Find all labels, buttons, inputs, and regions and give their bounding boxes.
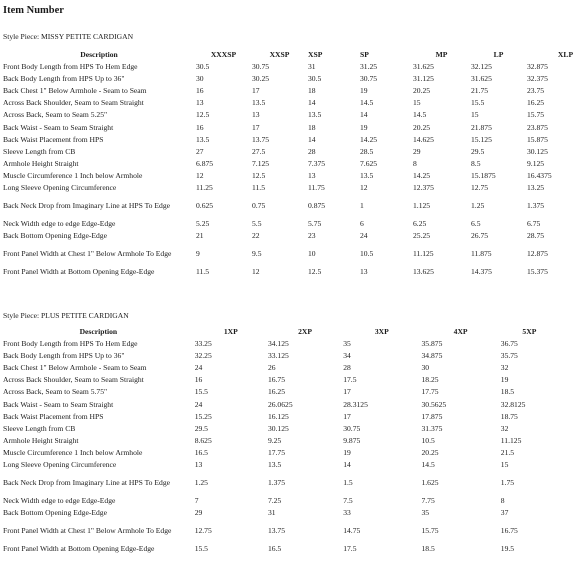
measurement-value: 9.125 [527,158,545,168]
measurement-value: 18.5 [421,544,435,554]
measurement-description: Neck Width edge to edge Edge-Edge [3,496,116,506]
measurement-value: 34 [343,351,351,361]
column-header-size: XXXSP [210,50,237,60]
measurement-value: 12.875 [527,249,548,259]
measurement-value: 1.375 [267,478,286,488]
column-header-size: 5XP [522,327,537,337]
measurement-value: 12 [360,183,368,192]
measurement-description: Back Bottom Opening Edge-Edge [3,231,107,241]
measurement-value: 19 [343,447,351,457]
measurement-value: 12.5 [252,170,266,180]
table-row [2,182,580,194]
measurement-value: 14.25 [413,170,431,180]
measurement-value: 17 [252,86,260,96]
style-piece-plus: Style Piece: PLUS PETITE CARDIGAN [3,311,129,320]
measurement-value: 13.5 [252,98,266,108]
measurement-value: 16 [196,122,204,132]
measurement-value: 14.625 [413,134,434,144]
measurement-value: 14.5 [360,98,374,108]
page-title: Item Number [3,5,64,16]
measurement-value: 35 [421,508,430,518]
measurement-value: 15.1875 [471,170,496,180]
measurement-value: 20.25 [413,86,431,96]
measurement-value: 1 [360,201,364,211]
measurement-value: 12.75 [194,526,212,536]
measurement-description: Across Back Shoulder, Seam to Seam Straight [3,98,144,108]
measurement-value: 27.5 [252,146,266,156]
column-header-description: Description [80,50,118,60]
measurement-value: 35.875 [421,339,443,349]
measurement-value: 35 [343,339,351,349]
measurement-value: 16.75 [267,375,286,385]
measurement-description: Back Bottom Opening Edge-Edge [3,508,107,518]
measurement-value: 27 [196,146,204,156]
measurement-value: 15 [500,460,509,469]
table-row [2,218,580,230]
table-row [2,495,558,507]
measurement-description: Armhole Height Straight [3,435,79,445]
table-row [2,242,580,266]
measurement-value: 6.875 [196,158,214,168]
measurement-value: 9 [196,249,200,259]
measurement-value: 32.8125 [500,399,526,409]
measurement-value: 19 [500,375,509,385]
measurement-value: 17.75 [267,447,286,457]
measurement-value: 6.75 [527,219,541,229]
measurement-value: 33.25 [194,339,212,349]
measurement-description: Front Body Length from HPS To Hem Edge [3,62,138,72]
measurement-value: 17 [252,122,260,132]
measurement-value: 14.375 [471,267,492,277]
measurement-value: 17.875 [421,411,443,421]
measurement-value: 17.75 [421,387,439,397]
measurement-value: 7.125 [252,158,270,168]
measurement-value: 26 [267,363,276,373]
header-row [2,49,580,61]
measurement-value: 7.75 [421,496,435,506]
measurement-value: 16.5 [194,447,208,457]
measurement-value: 13.625 [413,267,434,277]
measurement-value: 0.625 [196,201,214,211]
table-row [2,350,558,362]
measurement-value: 12.375 [413,183,434,192]
measurement-value: 5.25 [196,219,210,229]
measurement-value: 21 [196,231,204,241]
measurement-value: 11.125 [500,435,522,445]
measurement-value: 18 [308,122,316,132]
table-row [2,374,558,386]
measurement-value: 9.25 [267,435,282,445]
measurement-value: 20.25 [421,447,439,457]
measurement-value: 13 [360,267,368,277]
measurement-value: 18.25 [421,375,439,385]
measurement-value: 15 [471,110,479,120]
measurement-value: 21.5 [500,447,515,457]
measurement-description: Neck Width edge to edge Edge-Edge [3,219,116,229]
measurement-description: Back Chest 1" Below Armhole - Seam to Seam [3,363,147,373]
measurement-value: 14 [360,110,368,120]
measurement-description: Back Waist Placement from HPS [3,134,104,144]
measurement-value: 6.5 [471,219,481,229]
measurement-value: 14 [308,134,316,144]
measurement-value: 25.25 [413,231,431,241]
measurement-value: 7 [194,496,199,506]
table-row [2,386,558,398]
table-row [2,471,558,495]
table-row [2,423,558,435]
measurement-value: 18.75 [500,411,518,421]
measurement-value: 1.5 [343,478,353,488]
measurement-description: Across Back Shoulder, Seam to Seam Straight [3,375,144,385]
measurement-value: 26.0625 [267,399,293,409]
measurement-value: 16.125 [267,411,289,421]
measurement-value: 30.5625 [421,399,447,409]
table-row [2,61,580,73]
measurement-value: 9.5 [252,249,262,259]
measurement-value: 30.25 [252,74,270,84]
measurement-value: 15.5 [194,544,208,554]
measurement-value: 33 [343,508,351,518]
measurement-value: 16 [196,86,204,96]
measurement-value: 15.5 [471,98,485,108]
measurement-value: 18.5 [500,387,515,397]
measurement-value: 15.25 [194,411,212,421]
measurement-value: 18 [308,86,316,96]
measurement-value: 31.125 [413,74,434,84]
table-row [2,73,580,85]
measurement-value: 1.75 [500,478,515,488]
table-row [2,170,580,182]
measurement-value: 31.25 [360,62,378,72]
measurement-value: 30.125 [527,146,548,156]
measurement-value: 30.75 [252,62,270,72]
measurement-value: 6.25 [413,219,427,229]
measurement-value: 5.75 [308,219,322,229]
measurement-description: Front Body Length from HPS To Hem Edge [3,339,138,349]
measurement-value: 5.5 [252,219,262,229]
measurement-value: 30 [196,74,204,84]
measurement-value: 26.75 [471,231,489,241]
measurement-value: 37 [500,508,509,518]
measurement-value: 29.5 [194,423,208,433]
measurement-value: 32.375 [527,74,548,84]
measurement-value: 31 [267,508,276,518]
table-row [2,435,558,447]
plus-size-table [2,326,558,555]
measurement-description: Across Back, Seam to Seam 5.25" [3,110,108,120]
measurement-value: 6 [360,219,364,229]
measurement-description: Muscle Circumference 1 Inch below Armhole [3,447,143,457]
measurement-value: 13.5 [196,134,210,144]
measurement-value: 17.5 [343,544,357,554]
measurement-description: Front Panel Width at Bottom Opening Edge-Edge [3,544,155,554]
measurement-description: Back Body Length from HPS Up to 36" [3,74,125,84]
table-row [2,362,558,374]
measurement-value: 19 [360,122,368,132]
measurement-value: 12 [252,267,260,277]
measurement-value: 11.25 [196,183,213,192]
measurement-value: 31.625 [413,62,434,72]
table-row [2,109,580,121]
measurement-value: 13 [252,110,260,120]
measurement-value: 10.5 [360,249,374,259]
measurement-value: 0.875 [308,201,326,211]
measurement-value: 29.5 [471,146,485,156]
measurement-value: 8.5 [471,158,481,168]
measurement-value: 31.375 [421,423,443,433]
measurement-value: 13 [194,460,203,469]
measurement-value: 32 [500,423,509,433]
measurement-value: 30.75 [360,74,378,84]
measurement-value: 21.875 [471,122,492,132]
measurement-value: 16 [194,375,203,385]
measurement-value: 7.5 [343,496,353,506]
measurement-description: Front Panel Width at Bottom Opening Edge-Edge [3,267,155,277]
measurement-value: 15.125 [471,134,492,144]
measurement-value: 1.25 [471,201,485,211]
style-piece-missy: Style Piece: MISSY PETITE CARDIGAN [3,32,134,41]
measurement-value: 1.375 [527,201,545,211]
table-row [2,507,558,519]
column-header-size: LP [493,50,504,60]
table-row [2,158,580,170]
table-row [2,543,558,555]
column-header-description: Description [79,327,118,337]
table-row [2,85,580,97]
measurement-value: 15 [413,98,421,108]
measurement-value: 30.5 [196,62,210,72]
measurement-value: 14.75 [343,526,361,536]
measurement-value: 23 [308,231,316,241]
missy-size-table [2,49,580,278]
table-row [2,266,580,278]
measurement-description: Muscle Circumference 1 Inch below Armhole [3,170,143,180]
measurement-value: 11.5 [252,183,266,192]
measurement-value: 16.25 [267,387,286,397]
measurement-value: 12.5 [308,267,322,277]
measurement-value: 30 [421,363,430,373]
measurement-value: 14 [343,460,351,469]
table-row [2,134,580,146]
measurement-description: Back Body Length from HPS Up to 36" [3,351,125,361]
measurement-value: 33.125 [267,351,289,361]
measurement-value: 30.5 [308,74,322,84]
table-row [2,194,580,218]
measurement-value: 11.5 [196,267,210,277]
measurement-value: 16.5 [267,544,282,554]
measurement-value: 28.75 [527,231,545,241]
measurement-value: 1.125 [413,201,431,211]
measurement-description: Armhole Height Straight [3,158,79,168]
measurement-description: Long Sleeve Opening Circumference [3,460,117,469]
measurement-value: 12 [196,170,204,180]
measurement-value: 13.75 [267,526,286,536]
measurement-description: Back Chest 1" Below Armhole - Seam to Seam [3,86,147,96]
measurement-value: 7.625 [360,158,378,168]
measurement-value: 28.5 [360,146,374,156]
measurement-value: 32 [500,363,509,373]
measurement-value: 19.5 [500,544,515,554]
measurement-value: 10.5 [421,435,435,445]
table-row [2,338,558,350]
measurement-value: 28 [343,363,351,373]
measurement-value: 32.25 [194,351,212,361]
measurement-value: 1.625 [421,478,439,488]
table-row [2,447,558,459]
measurement-value: 15.375 [527,267,548,277]
measurement-value: 32.125 [471,62,492,72]
measurement-value: 16.25 [527,98,545,108]
table-row [2,411,558,423]
measurement-value: 15.875 [527,134,548,144]
table-row [2,97,580,109]
table-row [2,519,558,543]
column-header-size: 3XP [374,327,389,337]
measurement-value: 30.75 [343,423,361,433]
measurement-value: 13.25 [527,183,545,192]
measurement-description: Sleeve Length from CB [3,423,76,433]
measurement-description: Sleeve Length from CB [3,146,76,156]
measurement-description: Back Waist - Seam to Seam Straight [3,399,114,409]
column-header-size: MP [435,50,448,60]
measurement-description: Across Back, Seam to Seam 5.75" [3,387,108,397]
table-row [2,146,580,158]
measurement-value: 13 [308,170,316,180]
measurement-value: 20.25 [413,122,431,132]
measurement-value: 11.125 [413,249,434,259]
measurement-value: 14.5 [421,460,435,469]
table-row [2,459,558,471]
measurement-value: 7.25 [267,496,282,506]
measurement-value: 15.75 [421,526,439,536]
column-header-size: XSP [308,50,323,60]
measurement-value: 19 [360,86,368,96]
measurement-value: 29 [194,508,203,518]
table-row [2,230,580,242]
column-header-size: XXSP [269,50,290,60]
measurement-value: 34.125 [267,339,289,349]
measurement-value: 35.75 [500,351,518,361]
measurement-value: 11.875 [471,249,492,259]
measurement-value: 24 [194,399,203,409]
measurement-description: Back Waist - Seam to Seam Straight [3,122,114,132]
measurement-value: 11.75 [308,183,325,192]
measurement-value: 36.75 [500,339,518,349]
column-header-size: 2XP [298,327,313,337]
measurement-description: Front Panel Width at Chest 1" Below Armhole To Edge [3,526,172,536]
measurement-value: 10 [308,249,316,259]
measurement-value: 21.75 [471,86,489,96]
measurement-value: 13.5 [267,460,282,469]
header-row [2,326,558,338]
measurement-description: Back Neck Drop from Imaginary Line at HPS To Edge [3,478,170,488]
column-header-size: 4XP [453,327,468,337]
measurement-value: 28 [308,146,316,156]
measurement-description: Long Sleeve Opening Circumference [3,183,117,192]
measurement-value: 31.625 [471,74,492,84]
column-header-size: XLP [557,50,574,60]
measurement-value: 1.25 [194,478,208,488]
table-row [2,121,580,133]
measurement-value: 14.25 [360,134,378,144]
measurement-value: 31 [308,62,316,72]
measurement-value: 13.75 [252,134,270,144]
measurement-value: 17 [343,411,351,421]
measurement-value: 13.5 [308,110,322,120]
measurement-value: 8 [500,496,505,506]
measurement-value: 7.375 [308,158,326,168]
measurement-value: 8.625 [194,435,212,445]
measurement-value: 13.5 [360,170,374,180]
measurement-value: 12.5 [196,110,210,120]
column-header-size: SP [360,50,369,60]
measurement-value: 30.125 [267,423,289,433]
measurement-value: 15.5 [194,387,208,397]
table-row [2,398,558,410]
measurement-value: 17.5 [343,375,357,385]
measurement-value: 24 [360,231,368,241]
measurement-value: 14 [308,98,316,108]
measurement-value: 32.875 [527,62,548,72]
measurement-description: Front Panel Width at Chest 1" Below Armhole To Edge [3,249,172,259]
measurement-value: 22 [252,231,260,241]
measurement-value: 16.75 [500,526,518,536]
measurement-value: 0.75 [252,201,266,211]
measurement-value: 12.75 [471,183,489,192]
measurement-value: 9.875 [343,435,361,445]
measurement-description: Back Neck Drop from Imaginary Line at HPS To Edge [3,201,170,211]
measurement-value: 17 [343,387,351,397]
measurement-description: Back Waist Placement from HPS [3,411,104,421]
measurement-value: 23.875 [527,122,548,132]
measurement-value: 16.4375 [527,170,552,180]
measurement-value: 34.875 [421,351,443,361]
measurement-value: 8 [413,158,417,168]
measurement-value: 29 [413,146,421,156]
measurement-value: 14.5 [413,110,427,120]
measurement-value: 13 [196,98,204,108]
measurement-value: 28.3125 [343,399,368,409]
measurement-value: 23.75 [527,86,545,96]
measurement-value: 24 [194,363,203,373]
column-header-size: 1XP [223,327,238,337]
measurement-value: 15.75 [527,110,545,120]
